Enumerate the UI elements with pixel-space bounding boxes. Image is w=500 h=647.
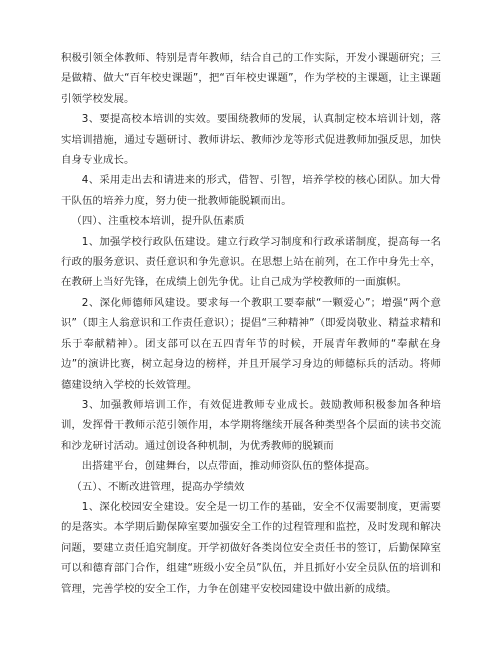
paragraph-core-team: 4、采用走出去和请进来的形式，借智、引智，培养学校的核心团队。加大骨干队伍的培养力度，努力使一批教师能脱颖而出。	[61, 174, 441, 207]
section-heading-5: （五）、不断改进管理，提高办学绩效	[71, 480, 245, 493]
paragraph-campus-safety: 1、深化校园安全建设。安全是一切工作的基础，安全不仅需要制度，更需要的是落实。本学期后勤保障室要加强安全工作的过程管理和监控，及时发现和解决问题，要建立责任追究制度。开学初做好各类岗位安全责任书的签订，后勤保障室可以和德育部门合作，组建“班级小安全员”队伍，并且抓好小安全员队伍的培训和管理，完善学校的安全工作，力争在创建平安校园建设中做出新的成绩。	[61, 500, 441, 595]
paragraph-topic-research: 积极引领全体教师、特别是青年教师，结合自己的工作实际，开发小课题研究；三是做精、做大“百年校史课题”，把“百年校史课题”，作为学校的主课题，让主课题引领学校发展。	[61, 52, 441, 105]
paragraph-teacher-ethics: 2、深化师德师风建设。要求每一个教职工要奉献“一颗爱心”；增强“两个意识”（即主人翁意识和工作责任意识）；提倡“三种精神”（即爱岗敬业、精益求精和乐于奉献精神）。团支部可以在五四青年节的时候，开展青年教师的“奉献在身边”的演讲比赛，树立起身边的榜样，并且开展学习身边的师德标兵的活动。将师德建设纳入学校的长效管理。	[61, 296, 441, 391]
document-body	[61, 48, 441, 599]
paragraph-school-training: 3、要提高校本培训的实效。要围绕教师的发展，认真制定校本培训计划，落实培训措施，通过专题研讨、教师讲坛、教师沙龙等形式促进教师加强反思，加快自身专业成长。	[61, 113, 441, 167]
section-heading-4: （四）、注重校本培训，提升队伍素质	[71, 215, 245, 228]
paragraph-admin-team: 1、加强学校行政队伍建设。建立行政学习制度和行政承诺制度，提高每一名行政的服务意识、责任意识和争先意识。在思想上站在前列，在工作中身先士卒，在教研上当好先锋，在成绩上创先争优。让自己成为学校教师的一面旗帜。	[61, 235, 441, 289]
paragraph-platform: 出搭建平台，创建舞台，以点带面，推动师资队伍的整体提高。	[81, 460, 376, 473]
paragraph-teacher-training: 3、加强教师培训工作，有效促进教师专业成长。鼓励教师积极参加各种培训，发挥骨干教师示范引领作用，本学期将继续开展各种类型各个层面的读书交流和沙龙研讨活动。通过创设各种机制，为优秀教师的脱颖而	[61, 398, 441, 452]
